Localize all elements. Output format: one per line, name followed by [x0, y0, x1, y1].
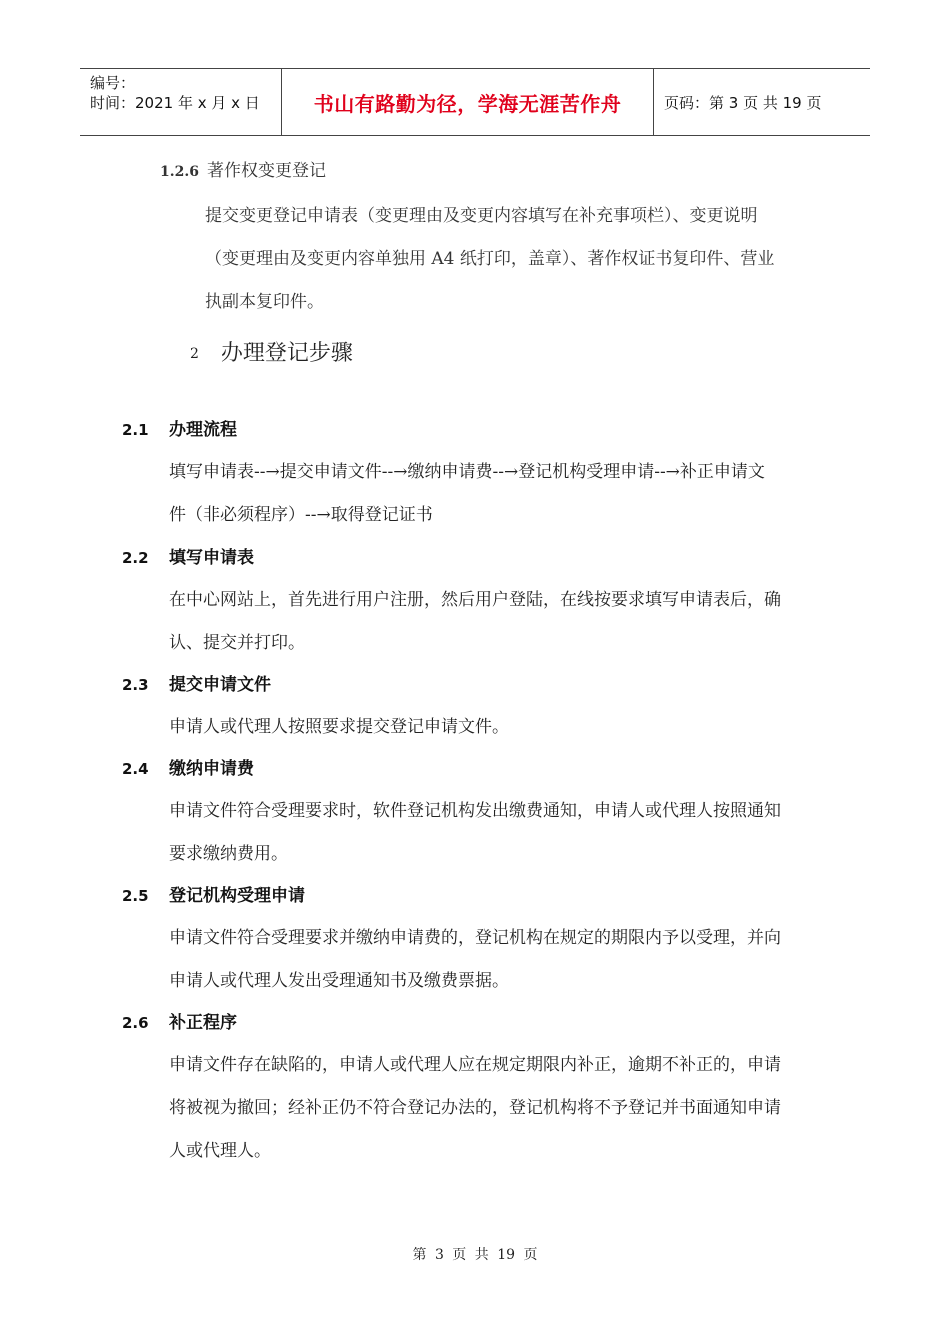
paragraph-line: 申请人或代理人按照要求提交登记申请文件。 [169, 717, 509, 737]
subsection-title: 填写申请表 [169, 548, 254, 568]
subsection-title: 登记机构受理申请 [169, 886, 305, 906]
subsection-2-2-heading [122, 545, 254, 571]
subsection-2-4-heading [122, 756, 254, 782]
page-header [80, 68, 870, 136]
paragraph-line: 要求缴纳费用。 [169, 844, 288, 864]
paragraph-line: 提交变更登记申请表（变更理由及变更内容填写在补充事项栏）、变更说明 [205, 206, 758, 226]
header-motto: 书山有路勤为径，学海无涯苦作舟 [282, 69, 654, 135]
subsection-2-3-heading [122, 672, 271, 698]
paragraph-line: 执副本复印件。 [205, 292, 324, 312]
paragraph-line: 申请文件存在缺陷的，申请人或代理人应在规定期限内补正，逾期不补正的，申请 [169, 1055, 781, 1075]
section-2-heading [190, 336, 353, 372]
subsection-number: 2.1 [122, 421, 149, 439]
subsection-title: 缴纳申请费 [169, 759, 254, 779]
number-label: 编号： [90, 74, 136, 92]
subsection-2-5-heading [122, 883, 305, 909]
header-meta [80, 69, 282, 135]
subsection-2-1-heading [122, 417, 237, 443]
paragraph-line: 人或代理人。 [169, 1141, 271, 1161]
section-1-2-6-heading [160, 158, 326, 185]
page-footer: 第 3 页 共 19 页 [412, 1247, 538, 1263]
paragraph-line: 申请文件符合受理要求时，软件登记机构发出缴费通知，申请人或代理人按照通知 [169, 801, 781, 821]
section-title: 办理登记步骤 [220, 341, 353, 366]
section-1-2-6-paragraph [205, 195, 865, 324]
paragraph-line: 件（非必须程序）--→取得登记证书 [169, 505, 433, 525]
subsection-2-2-paragraph [169, 579, 861, 665]
paragraph-line: 申请人或代理人发出受理通知书及缴费票据。 [169, 971, 509, 991]
section-number: 2 [190, 346, 199, 362]
subsection-title: 办理流程 [169, 420, 237, 440]
subsection-2-6-heading [122, 1010, 237, 1036]
subsection-number: 2.5 [122, 887, 149, 905]
subsection-number: 2.6 [122, 1014, 149, 1032]
paragraph-line: 申请文件符合受理要求并缴纳申请费的，登记机构在规定的期限内予以受理，并向 [169, 928, 781, 948]
subsection-2-4-paragraph [169, 790, 861, 876]
paragraph-line: 在中心网站上，首先进行用户注册，然后用户登陆，在线按要求填写申请表后，确 [169, 590, 781, 610]
header-page-label: 页码：第 3 页 共 19 页 [664, 93, 822, 112]
subsection-2-1-paragraph [169, 451, 861, 537]
time-label: 时间：2021 年 x 月 x 日 [90, 94, 260, 112]
subsection-2-5-paragraph [169, 917, 861, 1003]
section-number: 1.2.6 [160, 164, 199, 180]
subsection-title: 补正程序 [169, 1013, 237, 1033]
paragraph-line: 将被视为撤回；经补正仍不符合登记办法的，登记机构将不予登记并书面通知申请 [169, 1098, 781, 1118]
paragraph-line: 填写申请表--→提交申请文件--→缴纳申请费--→登记机构受理申请--→补正申请文 [169, 462, 765, 482]
subsection-2-3-paragraph [169, 706, 861, 749]
subsection-2-6-paragraph [169, 1044, 861, 1173]
subsection-title: 提交申请文件 [169, 675, 271, 695]
paragraph-line: （变更理由及变更内容单独用 A4 纸打印，盖章）、著作权证书复印件、营业 [205, 249, 775, 269]
subsection-number: 2.2 [122, 549, 149, 567]
section-title: 著作权变更登记 [206, 161, 326, 181]
paragraph-line: 认、提交并打印。 [169, 633, 305, 653]
subsection-number: 2.4 [122, 760, 149, 778]
subsection-number: 2.3 [122, 676, 149, 694]
